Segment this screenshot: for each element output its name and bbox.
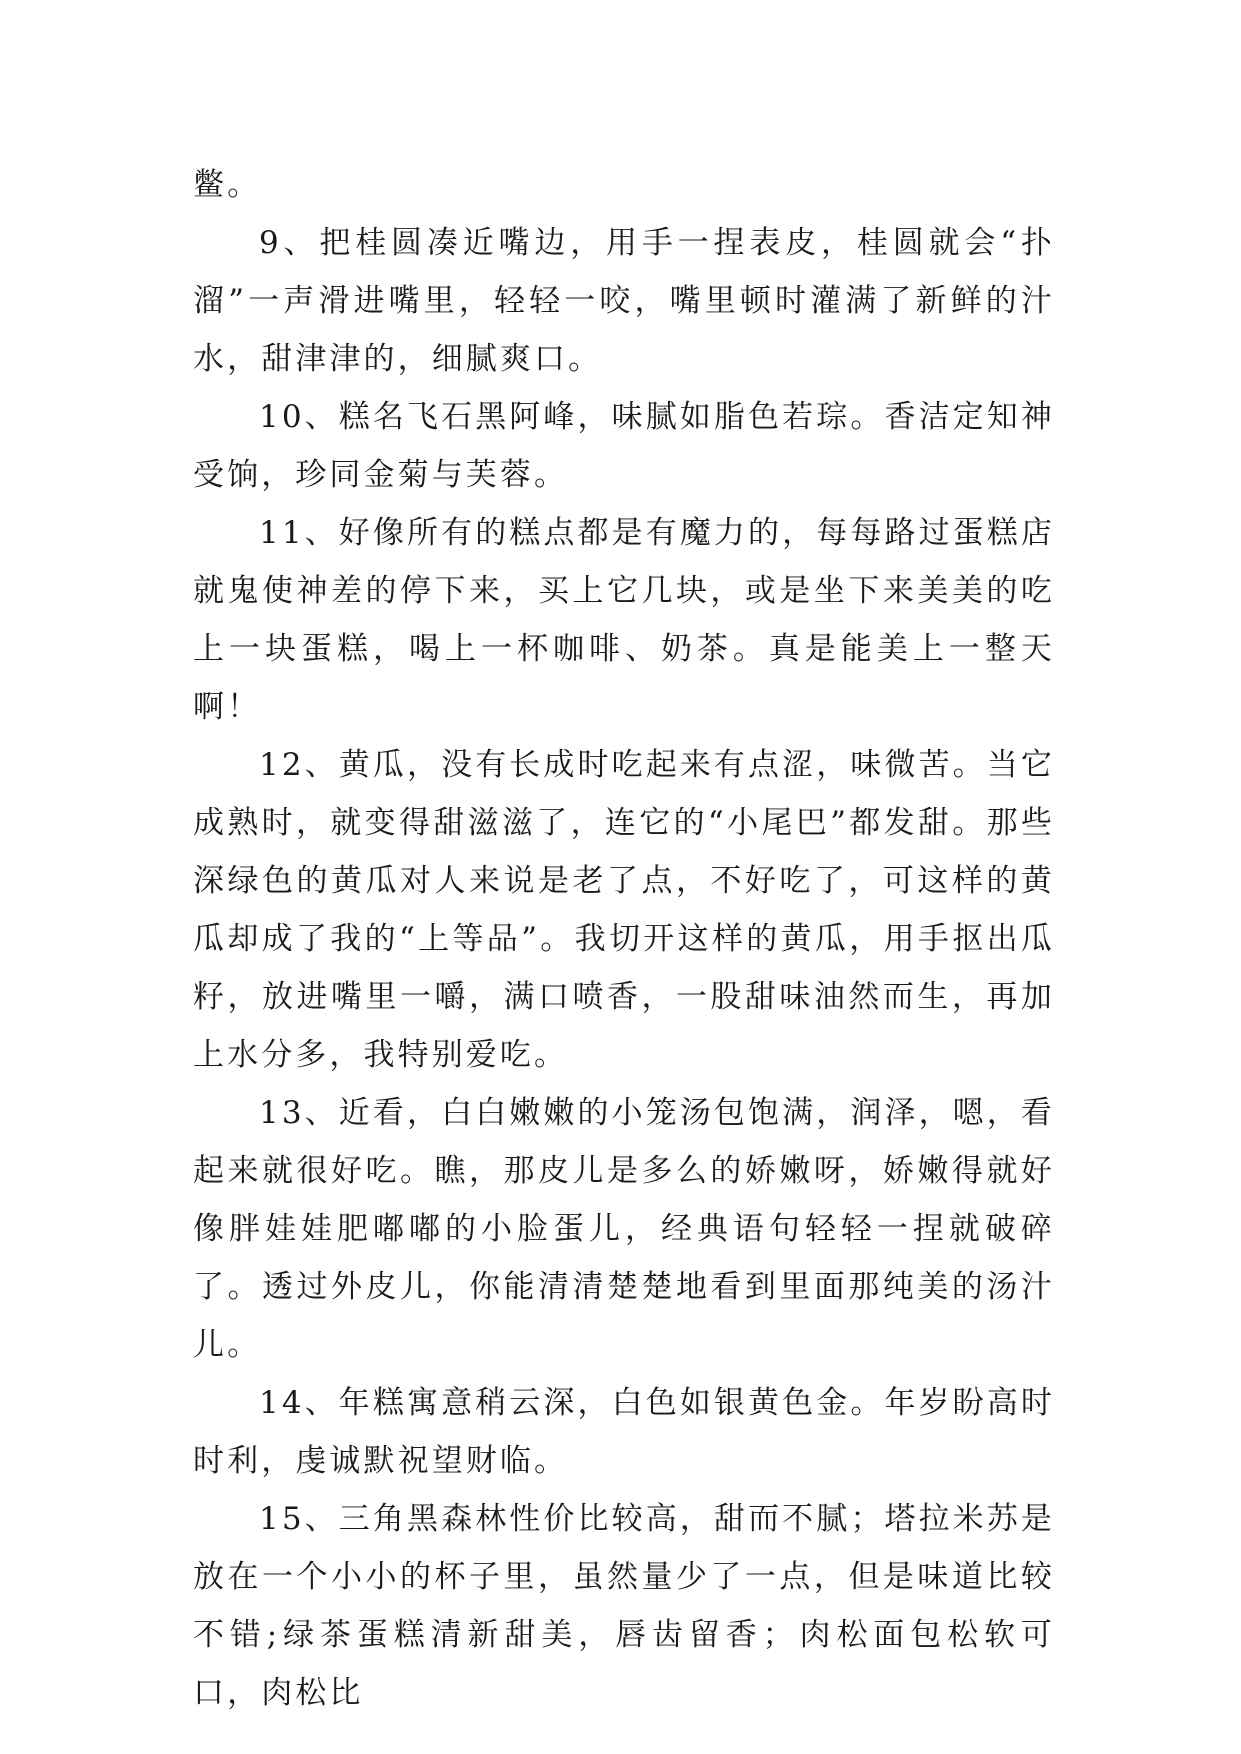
paragraph-item-11: 11、好像所有的糕点都是有魔力的，每每路过蛋糕店就鬼使神差的停下来，买上它几块，或是坐下来美美的吃上一块蛋糕，喝上一杯咖啡、奶茶。真是能美上一整天啊！ (193, 515, 1055, 725)
paragraph-item-15: 15、三角黑森林性价比较高，甜而不腻；塔拉米苏是放在一个小小的杯子里，虽然量少了一点，但是味道比较不错;绿茶蛋糕清新甜美，唇齿留香；肉松面包松软可口，肉松比 (193, 1501, 1055, 1711)
paragraph-item-10: 10、糕名飞石黑阿峰，味腻如脂色若琮。香洁定知神受饷，珍同金菊与芙蓉。 (193, 399, 1055, 493)
paragraph-item-9: 9、把桂圆凑近嘴边，用手一捏表皮，桂圆就会“扑溜”一声滑进嘴里，轻轻一咬，嘴里顿时灌满了新鲜的汁水，甜津津的，细腻爽口。 (193, 225, 1055, 377)
paragraph-item-13: 13、近看，白白嫩嫩的小笼汤包饱满，润泽，嗯，看起来就很好吃。瞧，那皮儿是多么的娇嫩呀，娇嫩得就好像胖娃娃肥嘟嘟的小脸蛋儿，经典语句轻轻一捏就破碎了。透过外皮儿，你能清清楚楚地看到里面那纯美的汤汁儿。 (193, 1095, 1055, 1363)
document-body (193, 156, 1055, 1722)
paragraph-item-14: 14、年糕寓意稍云深，白色如银黄色金。年岁盼高时时利，虔诚默祝望财临。 (193, 1385, 1055, 1479)
paragraph-continuation: 鳖。 (193, 167, 262, 203)
paragraph-item-12: 12、黄瓜，没有长成时吃起来有点涩，味微苦。当它成熟时，就变得甜滋滋了，连它的“小尾巴”都发甜。那些深绿色的黄瓜对人来说是老了点，不好吃了，可这样的黄瓜却成了我的“上等品”。我切开这样的黄瓜，用手抠出瓜籽，放进嘴里一嚼，满口喷香，一股甜味油然而生，再加上水分多，我特别爱吃。 (193, 747, 1055, 1073)
